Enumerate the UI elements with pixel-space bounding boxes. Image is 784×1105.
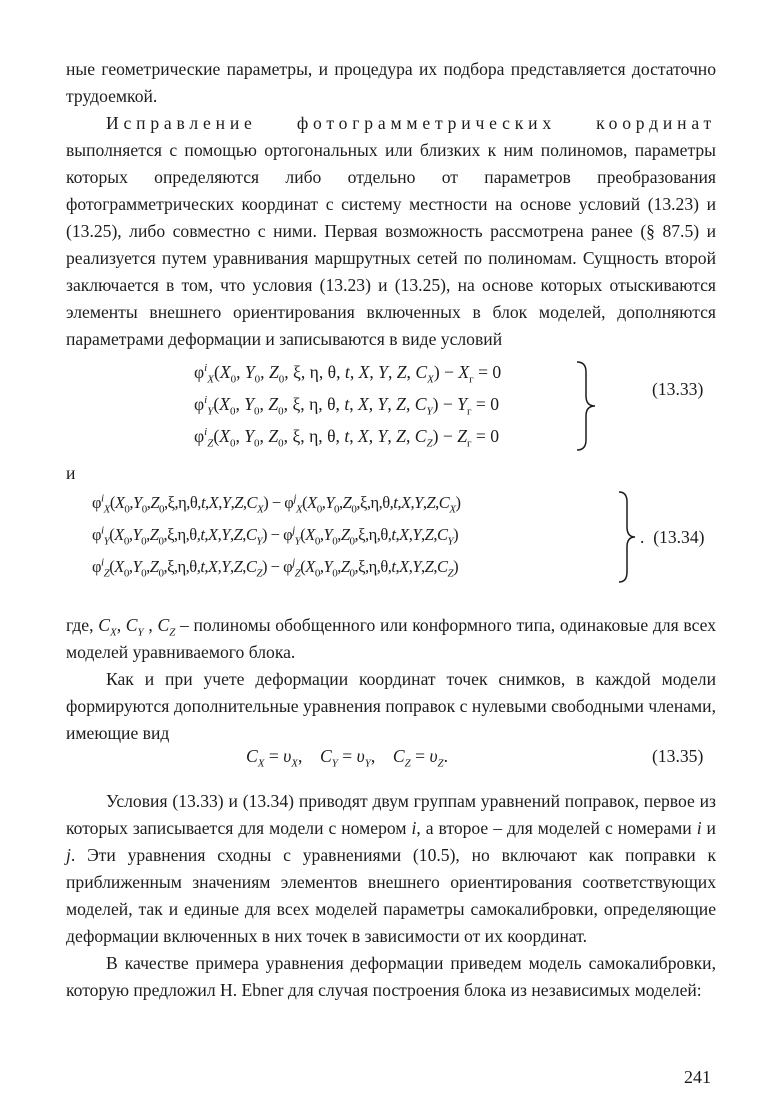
paragraph-conditions — [66, 788, 716, 950]
symbol-subscript: Z — [169, 626, 176, 639]
symbol-i: i — [696, 818, 702, 838]
paragraph-text: . Эти уравнения сходны с уравнениями (10.5), но включают как поправки к приближенным значениям элементов внешнего ориентирования соответствующих моделей, так и единые для всех моделей параметры самокалибровки, определяющие деформации включенных в них точек в зависимости от их координат. — [66, 845, 716, 946]
paragraph-continuation — [66, 56, 716, 110]
equation-line-y: $\varphi^i_Y(X_0$, $Y_0$, $Z_0$, ξ, η, θ, t, X, Y, Z, $C_Y) - Y_г = 0$ — [194, 394, 500, 418]
equation-line-z: $\varphi^i_Z(X_0$, $Y_0$, $Z_0$, ξ, η, θ, t, X, Y, Z, $C_Z) - Z_г = 0$ — [194, 426, 500, 450]
paragraph-text: где, — [66, 615, 99, 635]
symbol-cy — [125, 615, 144, 639]
equation-line-y: $\varphi^i_Y(X_0,Y_0,Z_0,\xi,\eta,\theta,t,X,Y,Z,C_Y) - \varphi^j_Y(X_0,Y_0,Z_0,\xi,\eta,\theta,t,X,Y,Z,C_Y)$ — [92, 524, 459, 548]
right-brace-icon — [616, 490, 640, 584]
right-brace-icon — [574, 360, 600, 452]
equation-number-13-35: (13.35) — [652, 746, 704, 766]
equation-line-x: $\varphi^i_X(X_0$, $Y_0$, $Z_0$, ξ, η, θ, t, X, Y, Z, $C_X) - X_г = 0$ — [194, 362, 502, 386]
paragraph-text: , а второе – для моделей с номерами — [416, 818, 697, 838]
symbol-letter: C — [125, 615, 138, 635]
equation-number-text: (13.34) — [653, 527, 705, 547]
equation-system-13-33 — [194, 356, 501, 452]
equation-number-13-33: (13.33) — [652, 379, 704, 399]
equation-number-13-34 — [640, 524, 705, 551]
paragraph-text: – полиномы обобщенного или конформного типа, одинаковые для всех моделей уравниваемого блока. — [66, 615, 716, 662]
separator: , — [143, 615, 158, 635]
conjunction-and: и — [66, 463, 76, 483]
paragraph-text: выполняется с помощью ортогональных или близких к ним полиномов, параметры которых определяются либо отдельно от параметров преобразования фотограмметрических координат с систему местности на основе условий (13.23) и (13.25), либо совместно с ними. Первая возможность рассмотрена ранее (§ 87.5) и реализуется путем уравнивания маршрутных сетей по полиномам. Сущность второй заключается в том, что условия (13.23) и (13.25), на основе которых отыскиваются элементы внешнего ориентирования включенных в блок моделей, дополняются параметрами деформации и записываются в виде условий — [66, 140, 716, 349]
symbol-j: j — [66, 845, 71, 865]
paragraph-text: Условия (13.33) и (13.34) приводят двум группам уравнений поправок, первое из которых записывается для модели с номером — [66, 791, 716, 838]
symbol-cz — [157, 615, 176, 639]
paragraph-text: Как и при учете деформации координат точек снимков, в каждой модели формируются дополнительные уравнения поправок с нулевыми свободными членами, имеющие вид — [66, 669, 716, 743]
paragraph-ebner-example — [66, 950, 716, 1004]
symbol-cx — [98, 615, 117, 639]
symbol-subscript: X — [109, 626, 117, 639]
page-number: 241 — [684, 1067, 711, 1087]
paragraph-polynomials — [66, 612, 716, 666]
paragraph-text: и — [701, 818, 716, 838]
paragraph-text: В качестве примера уравнения деформации приведем модель самокалибровки, которую предложил H. Ebner для случая построения блока из независимых моделей: — [66, 953, 716, 1000]
paragraph-coordinate-correction — [66, 110, 716, 353]
equation-line-x: $\varphi^i_X(X_0,Y_0,Z_0,\xi,\eta,\theta,t,X,Y,Z,C_X) - \varphi^j_X(X_0,Y_0,Z_0,\xi,\eta,\theta,t,X,Y,Z,C_X)$ — [92, 492, 461, 516]
symbol-letter: C — [98, 615, 110, 635]
paragraph-text: ные геометрические параметры, и процедура их подбора представляется достаточно трудоемкой. — [66, 59, 716, 106]
symbol-subscript: Y — [137, 626, 144, 639]
symbol-i: i — [411, 818, 417, 838]
spaced-heading-term: Исправление фотограмметрических координат — [106, 113, 716, 133]
separator: , — [116, 615, 126, 635]
equation-line-z: $\varphi^i_Z(X_0,Y_0,Z_0,\xi,\eta,\theta,t,X,Y,Z,C_Z) - \varphi^j_Z(X_0,Y_0,Z_0,\xi,\eta,\theta,t,X,Y,Z,C_Z)$ — [92, 556, 459, 580]
paragraph-additional-equations — [66, 666, 716, 747]
equation-13-35 — [246, 740, 448, 772]
symbol-letter: C — [157, 615, 170, 635]
equation-system-13-34 — [92, 487, 461, 583]
equation-period: . — [640, 527, 645, 547]
equation-line: $C_X = \upsilon_X$, $C_Y = \upsilon_Y$, $C_Z = \upsilon_Z$. — [246, 746, 449, 770]
